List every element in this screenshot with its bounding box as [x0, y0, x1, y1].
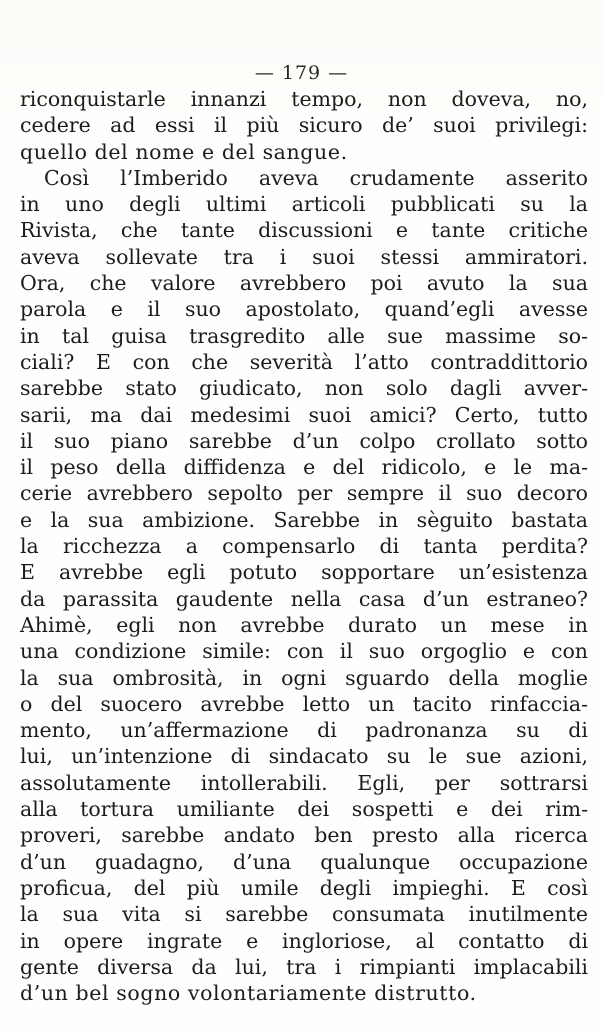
text-line: e la sua ambizione. Sarebbe in sèguito bastata: [20, 507, 588, 532]
text-line: Ora, che valore avrebbero poi avuto la sua: [20, 271, 588, 296]
text-line: riconquistarle innanzi tempo, non doveva, no,: [20, 87, 588, 111]
text-line: assolutamente intollerabili. Egli, per sottrarsi: [20, 770, 588, 795]
text-line: mento, un’affermazione di padronanza su di: [20, 718, 588, 743]
text-line: in tal guisa trasgredito alle sue massime so-: [20, 323, 588, 348]
text-line: in opere ingrate e ingloriose, al contatto di: [20, 928, 588, 953]
text-line: il suo piano sarebbe d’un colpo crollato sotto: [20, 428, 588, 453]
text-line: cedere ad essi il più sicuro de’ suoi privilegi:: [20, 113, 588, 138]
text-line: quello del nome e del sangue.: [20, 139, 348, 164]
text-line: aveva sollevate tra i suoi stessi ammiratori.: [20, 244, 588, 269]
text-line: alla tortura umiliante dei sospetti e dei rim-: [20, 797, 588, 822]
text-line: proficua, del più umile degli impieghi. E così: [20, 875, 588, 900]
text-line: la sua ombrosità, in ogni sguardo della moglie: [20, 665, 588, 690]
text-line: ciali? E con che severità l’atto contraddittorio: [20, 349, 588, 374]
page-number: — 179 —: [254, 62, 349, 84]
text-line: E avrebbe egli potuto sopportare un’esistenza: [20, 560, 588, 585]
text-line: lui, un’intenzione di sindacato su le sue azioni,: [20, 744, 588, 769]
text-line: la ricchezza a compensarlo di tanta perdita?: [20, 534, 588, 559]
text-line: in uno degli ultimi articoli pubblicati su la: [20, 192, 588, 217]
text-line: Ahimè, egli non avrebbe durato un mese in: [20, 612, 588, 637]
text-line: proveri, sarebbe andato ben presto alla ricerca: [20, 823, 588, 848]
text-line: cerie avrebbero sepolto per sempre il suo decoro: [20, 481, 588, 506]
text-line: o del suocero avrebbe letto un tacito rinfaccia-: [20, 691, 588, 716]
text-line: sarii, ma dai medesimi suoi amici? Certo, tutto: [20, 402, 588, 427]
text-line: d’un bel sogno volontariamente distrutto.: [20, 981, 477, 1006]
text-line: la sua vita si sarebbe consumata inutilmente: [20, 902, 588, 927]
text-line: Così l’Imberido aveva crudamente asserito: [44, 165, 588, 190]
text-line: parola e il suo apostolato, quand’egli avesse: [20, 297, 588, 322]
text-line: d’un guadagno, d’una qualunque occupazione: [20, 849, 588, 874]
text-line: gente diversa da lui, tra i rimpianti implacabili: [20, 954, 588, 979]
text-line: sarebbe stato giudicato, non solo dagli avver-: [20, 376, 588, 401]
text-line: da parassita gaudente nella casa d’un estraneo?: [20, 586, 588, 611]
text-line: il peso della diffidenza e del ridicolo, e le ma-: [20, 455, 588, 480]
body-text: [20, 86, 588, 1006]
text-line: una condizione simile: con il suo orgoglio e con: [20, 639, 588, 664]
text-line: Rivista, che tante discussioni e tante critiche: [20, 218, 588, 243]
